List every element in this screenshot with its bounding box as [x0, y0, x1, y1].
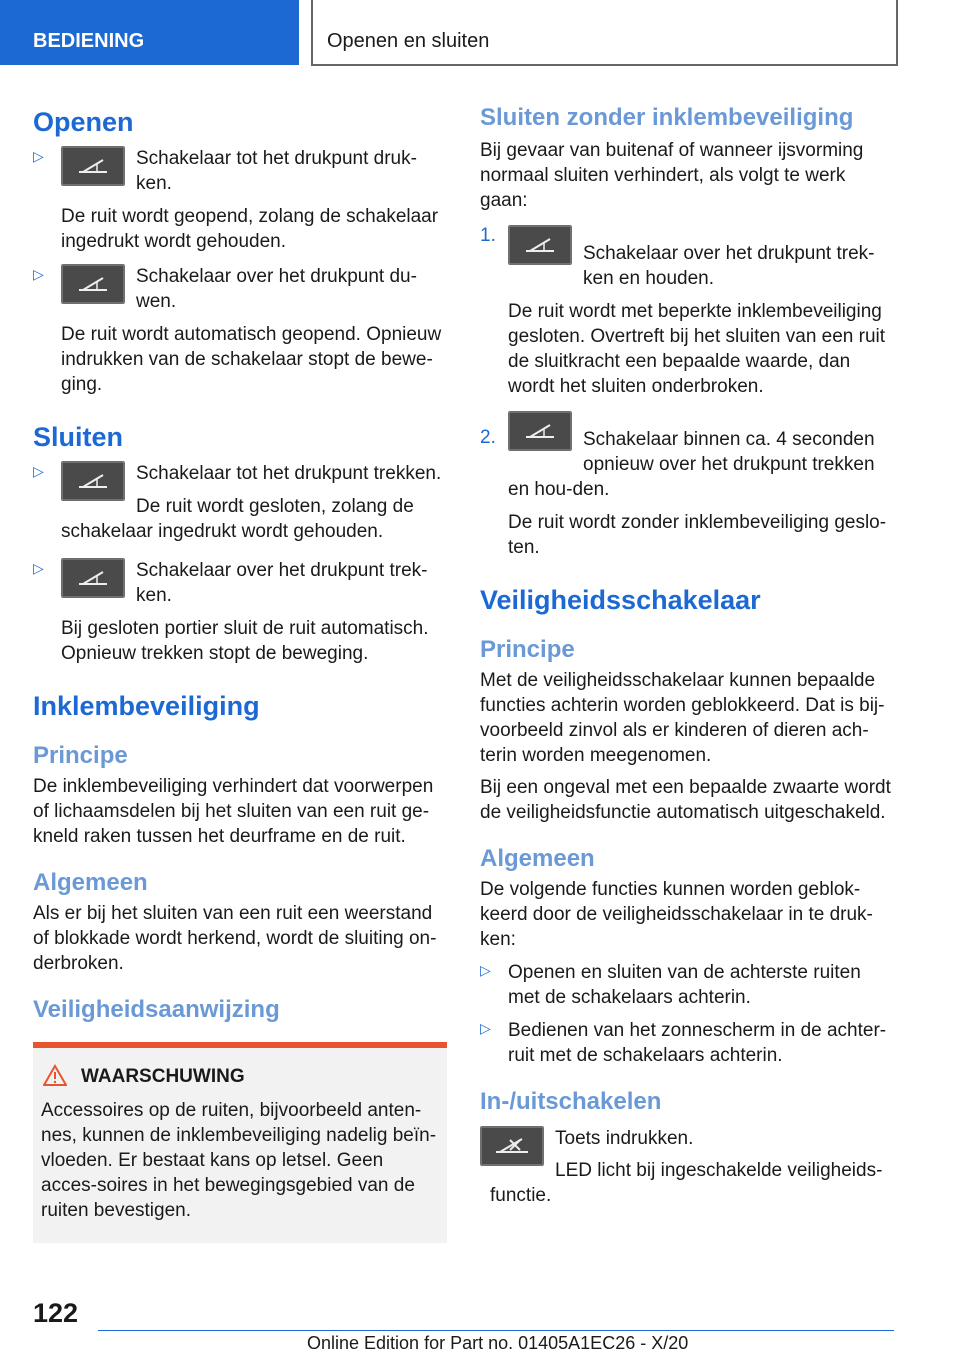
heading-principe: Principe	[33, 742, 128, 769]
step-number: 1.	[480, 225, 496, 246]
warning-title: WAARSCHUWING	[81, 1066, 245, 1087]
item-subtext: Bij gesloten portier sluit de ruit automatisch. Opnieuw trekken stopt de beweging.	[61, 618, 429, 664]
warning-text: Accessoires op de ruiten, bijvoorbeeld anten-nes, kunnen de inklembeveiliging nadelig beïn-vloeden. Er bestaat kans op letsel. Geen acces-soires in het bewegingsgebied van de ruiten bevestigen.	[41, 1100, 437, 1221]
warning-triangle-icon	[43, 1064, 67, 1094]
header-topic: Openen en sluiten	[327, 30, 490, 52]
list-item	[33, 558, 447, 666]
principe-text: Met de veiligheidsschakelaar kunnen bepaalde functies achterin worden geblokkeerd. Dat is bij-voorbeeld zinvol als er kinderen of dieren ach-terin worden meegenomen.	[480, 670, 885, 766]
item-text: Openen en sluiten van de achterste ruiten met de schakelaars achterin.	[508, 962, 861, 1008]
list-item	[480, 960, 896, 1010]
bullet-icon: ▷	[480, 962, 491, 978]
in-uit-line1: Toets indrukken.	[555, 1128, 694, 1149]
principe-text: Bij een ongeval met een bepaalde zwaarte wordt de veiligheidsfunctie automatisch uitgeschakeld.	[480, 777, 891, 823]
item-text: Schakelaar over het drukpunt du-wen.	[136, 266, 417, 312]
header-topic-box	[311, 0, 898, 66]
item-subtext: De ruit wordt automatisch geopend. Opnieuw indrukken van de schakelaar stopt de bewe-ging.	[61, 324, 442, 395]
bullet-icon: ▷	[480, 1020, 491, 1036]
heading-algemeen: Algemeen	[33, 869, 148, 896]
heading-openen: Openen	[33, 107, 134, 137]
step-item	[480, 225, 896, 399]
step-number: 2.	[480, 427, 496, 448]
warning-header	[41, 1064, 439, 1094]
step-text: Schakelaar binnen ca. 4 seconden opnieuw over het drukpunt trekken en hou-den.	[508, 429, 875, 500]
window-switch-icon	[508, 411, 572, 451]
heading-sluiten-zonder: Sluiten zonder inklembeveiliging	[480, 104, 854, 131]
right-column	[480, 100, 896, 1208]
heading-sluiten: Sluiten	[33, 422, 124, 452]
footer-edition: Online Edition for Part no. 01405A1EC26 - X/20	[307, 1333, 689, 1353]
in-uit-block	[480, 1126, 896, 1208]
heading-inklembeveiliging: Inklembeveiliging	[33, 691, 260, 721]
step-subtext: De ruit wordt met beperkte inklembeveiliging gesloten. Overtreft bij het sluiten van een ruit de sluitkracht een bepaalde waarde, dan wordt het sluiten onderbroken.	[508, 301, 886, 397]
heading-principe: Principe	[480, 636, 575, 663]
item-subtext: De ruit wordt geopend, zolang de schakelaar ingedrukt wordt gehouden.	[61, 206, 439, 252]
heading-in-uitschakelen: In-/uitschakelen	[480, 1088, 662, 1115]
bullet-icon: ▷	[33, 463, 44, 479]
header-section: BEDIENING	[0, 0, 299, 65]
heading-algemeen: Algemeen	[480, 845, 595, 872]
in-uit-line2: LED licht bij ingeschakelde veiligheids-functie.	[490, 1160, 883, 1206]
bullet-icon: ▷	[33, 560, 44, 576]
item-text: Schakelaar over het drukpunt trek-ken.	[136, 560, 428, 606]
safety-switch-icon	[480, 1126, 544, 1166]
list-item	[480, 1018, 896, 1068]
step-text: Schakelaar over het drukpunt trek-ken en houden.	[583, 243, 875, 289]
bullet-icon: ▷	[33, 148, 44, 164]
step-subtext: De ruit wordt zonder inklembeveiliging geslo-ten.	[508, 512, 887, 558]
algemeen-text: De volgende functies kunnen worden geblok-keerd door de veiligheidsschakelaar in te druk-ken:	[480, 879, 873, 950]
window-switch-icon	[61, 146, 125, 186]
heading-veiligheidsaanwijzing: Veiligheidsaanwijzing	[33, 996, 280, 1023]
principe-text: De inklembeveiliging verhindert dat voorwerpen of lichaamsdelen bij het sluiten van een ruit ge-kneld raken tussen het deurframe en de ruit.	[33, 776, 434, 847]
algemeen-text: Als er bij het sluiten van een ruit een weerstand of blokkade wordt herkend, wordt de sluiting on-derbroken.	[33, 903, 437, 974]
page-number: 122	[33, 1298, 79, 1328]
footer-divider	[98, 1330, 894, 1331]
window-switch-icon	[61, 558, 125, 598]
window-switch-icon	[61, 264, 125, 304]
item-subtext: De ruit wordt gesloten, zolang de schakelaar ingedrukt wordt gehouden.	[61, 496, 414, 542]
list-item	[33, 146, 447, 254]
step-item	[480, 411, 896, 560]
window-switch-icon	[61, 461, 125, 501]
bullet-icon: ▷	[33, 266, 44, 282]
item-text: Schakelaar tot het drukpunt trekken.	[136, 463, 442, 484]
zonder-intro: Bij gevaar van buitenaf of wanneer ijsvorming normaal sluiten verhindert, als volgt te werk gaan:	[480, 140, 864, 211]
list-item	[33, 461, 447, 544]
list-item	[33, 264, 447, 397]
left-column	[33, 100, 447, 1243]
heading-veiligheidsschakelaar: Veiligheidsschakelaar	[480, 585, 761, 615]
item-text: Bedienen van het zonnescherm in de achter-ruit met de schakelaars achterin.	[508, 1020, 887, 1066]
warning-box	[33, 1042, 447, 1243]
item-text: Schakelaar tot het drukpunt druk-ken.	[136, 148, 417, 194]
window-switch-icon	[508, 225, 572, 265]
